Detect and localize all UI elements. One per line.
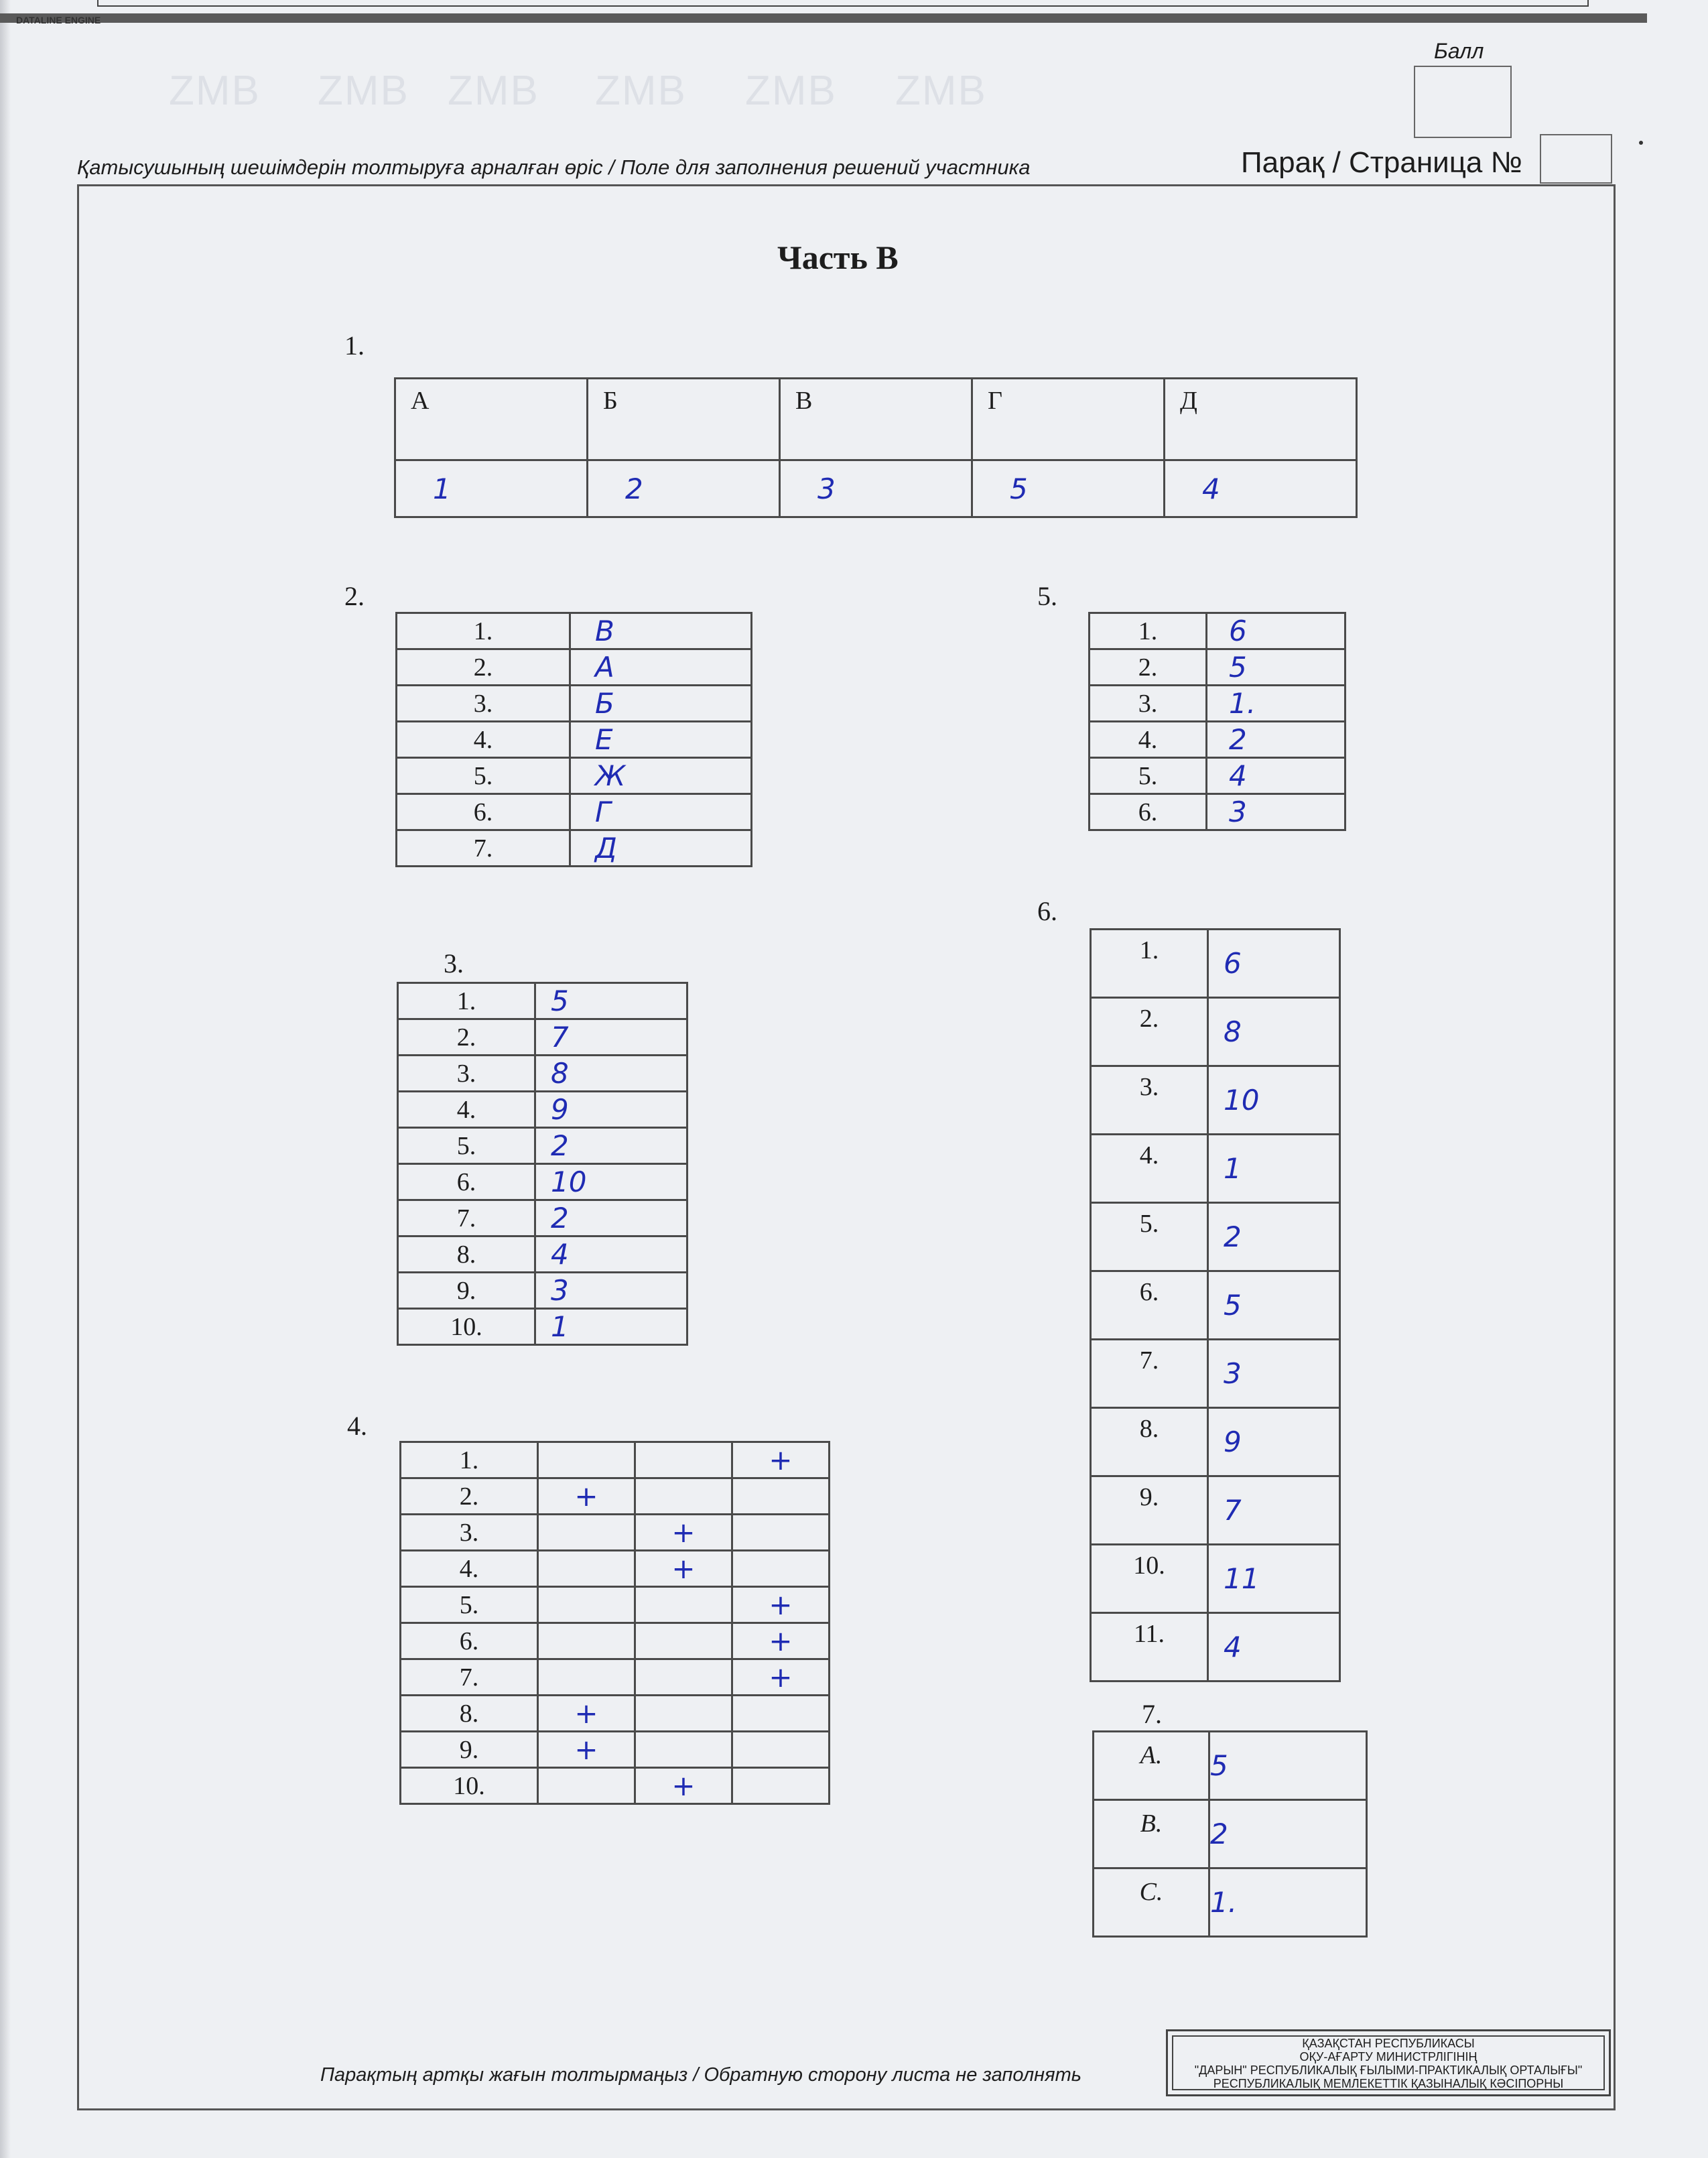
q6-row (1091, 930, 1340, 998)
q4-mark: + (574, 1733, 598, 1766)
q5-item-number: 4. (1090, 722, 1207, 758)
q6-answer-cell (1208, 1476, 1340, 1545)
q3-answer: 2 (551, 1129, 569, 1162)
q5-item-number: 5. (1090, 758, 1207, 794)
q5-answer-cell (1207, 722, 1345, 758)
watermark: ZMB (895, 68, 987, 114)
q3-answer: 2 (551, 1202, 569, 1234)
q2-row (397, 830, 752, 867)
q3-answer: 10 (551, 1165, 587, 1198)
q4-mark-cell (732, 1659, 830, 1696)
q6-row (1091, 1203, 1340, 1271)
q5-row (1090, 649, 1345, 686)
q5-answer-cell (1207, 613, 1345, 649)
q3-answer-cell (535, 1019, 687, 1056)
q4-mark-cell (635, 1442, 732, 1478)
q6-answer: 6 (1224, 947, 1242, 980)
q1-answer: 1 (433, 472, 451, 505)
q4-row (401, 1587, 830, 1623)
footer-note: Парақтың артқы жағын толтырмаңыз / Обратную сторону листа не заполнять (320, 2064, 1082, 2086)
q6-table (1090, 928, 1341, 1682)
q3-row (398, 1200, 687, 1236)
q4-mark-cell (538, 1768, 635, 1804)
q7-answer-cell (1209, 1800, 1367, 1868)
q3-answer: 5 (551, 985, 569, 1017)
q5-answer: 3 (1229, 796, 1247, 828)
q3-row (398, 1019, 687, 1056)
q3-row (398, 1309, 687, 1345)
q6-row (1091, 1613, 1340, 1681)
q3-answer-cell (535, 1128, 687, 1164)
question-number: 3. (444, 948, 464, 978)
q2-answer: Ж (595, 759, 626, 792)
q2-row (397, 722, 752, 758)
q3-answer: 1 (551, 1310, 569, 1343)
q2-item-number: 3. (397, 686, 570, 722)
q2-answer: Б (595, 687, 614, 720)
q3-answer-cell (535, 1309, 687, 1345)
q5-answer: 4 (1229, 759, 1247, 792)
score-label: Балл (1434, 39, 1484, 63)
q2-row (397, 649, 752, 686)
q4-mark: + (671, 1516, 696, 1549)
q4-mark-cell (732, 1551, 830, 1587)
q4-mark-cell (635, 1768, 732, 1804)
q4-item-number: 10. (401, 1768, 538, 1804)
q4-mark-cell (635, 1732, 732, 1768)
q7-answer-cell (1209, 1732, 1367, 1800)
q4-row (401, 1768, 830, 1804)
q2-item-number: 7. (397, 830, 570, 867)
q5-row (1090, 758, 1345, 794)
q5-row (1090, 613, 1345, 649)
q2-row (397, 758, 752, 794)
question-number: 2. (344, 581, 365, 611)
q2-answer-cell (570, 758, 752, 794)
q2-answer: Г (595, 796, 611, 828)
q6-answer: 1 (1224, 1152, 1242, 1185)
q4-row (401, 1551, 830, 1587)
q6-answer: 2 (1224, 1220, 1242, 1253)
q3-answer: 4 (551, 1238, 569, 1271)
q4-mark-cell (732, 1442, 830, 1478)
q1-answer-cell (972, 460, 1165, 517)
q4-row (401, 1732, 830, 1768)
q4-mark-cell (635, 1551, 732, 1587)
q5-answer-cell (1207, 794, 1345, 830)
watermark: ZMB (745, 68, 837, 114)
q6-answer-cell (1208, 1271, 1340, 1340)
watermark: ZMB (595, 68, 687, 114)
q3-answer: 8 (551, 1057, 569, 1090)
q1-answer-cell (588, 460, 780, 517)
q4-mark-cell (635, 1659, 732, 1696)
q5-answer: 6 (1229, 615, 1247, 647)
q5-answer: 2 (1229, 723, 1247, 756)
q3-item-number: 1. (398, 983, 535, 1019)
scan-dot (1639, 141, 1643, 145)
q6-item-number: 1. (1091, 930, 1208, 998)
q7-row (1094, 1800, 1367, 1868)
q4-mark-cell (538, 1732, 635, 1768)
q2-answer-cell (570, 649, 752, 686)
q3-answer-cell (535, 1236, 687, 1273)
q4-mark-cell (538, 1659, 635, 1696)
question-number: 6. (1037, 896, 1057, 926)
q4-row (401, 1623, 830, 1659)
q2-answer-cell (570, 686, 752, 722)
q6-answer-cell (1208, 1340, 1340, 1408)
q6-answer: 3 (1224, 1357, 1242, 1390)
q1-answer: 3 (817, 472, 836, 505)
question-number: 7. (1142, 1699, 1162, 1729)
q6-answer-cell (1208, 1545, 1340, 1613)
q2-row (397, 686, 752, 722)
q6-row (1091, 998, 1340, 1066)
q4-mark-cell (538, 1515, 635, 1551)
q6-row (1091, 1476, 1340, 1545)
q1-header: В (780, 379, 972, 460)
q4-row (401, 1515, 830, 1551)
q2-table (395, 612, 752, 867)
q2-answer: Е (595, 723, 613, 756)
q3-table (397, 982, 688, 1346)
q2-item-number: 1. (397, 613, 570, 649)
q7-row (1094, 1868, 1367, 1937)
q6-answer-cell (1208, 1135, 1340, 1203)
part-title: Часть B (777, 239, 899, 276)
q1-answer: 2 (625, 472, 643, 505)
q7-answer-cell (1209, 1868, 1367, 1937)
q4-mark-cell (732, 1732, 830, 1768)
q4-mark-cell (732, 1587, 830, 1623)
q3-item-number: 10. (398, 1309, 535, 1345)
q5-row (1090, 722, 1345, 758)
field-label: Қатысушының шешімдерін толтыруға арналған өріс / Поле для заполнения решений участника (77, 155, 1031, 179)
q6-item-number: 3. (1091, 1066, 1208, 1135)
question-number: 4. (347, 1411, 367, 1441)
watermark: ZMB (169, 68, 261, 114)
q4-item-number: 3. (401, 1515, 538, 1551)
scan-edge (0, 0, 11, 2158)
q3-item-number: 5. (398, 1128, 535, 1164)
q6-item-number: 4. (1091, 1135, 1208, 1203)
q4-item-number: 4. (401, 1551, 538, 1587)
q4-mark: + (769, 1444, 793, 1476)
q6-answer: 5 (1224, 1289, 1242, 1322)
engine-label: DATALINE ENGINE (16, 15, 101, 25)
q4-mark-cell (538, 1551, 635, 1587)
q3-answer-cell (535, 1164, 687, 1200)
q6-item-number: 8. (1091, 1408, 1208, 1476)
q4-item-number: 8. (401, 1696, 538, 1732)
q6-item-number: 9. (1091, 1476, 1208, 1545)
q6-item-number: 10. (1091, 1545, 1208, 1613)
q4-table (399, 1441, 830, 1805)
q6-answer-cell (1208, 1408, 1340, 1476)
q4-row (401, 1442, 830, 1478)
q6-answer-cell (1208, 1613, 1340, 1681)
q6-row (1091, 1066, 1340, 1135)
q7-table (1092, 1730, 1368, 1938)
q6-row (1091, 1340, 1340, 1408)
q4-item-number: 1. (401, 1442, 538, 1478)
q3-answer: 7 (551, 1021, 569, 1054)
q4-mark: + (574, 1697, 598, 1730)
q4-row (401, 1696, 830, 1732)
q5-item-number: 6. (1090, 794, 1207, 830)
q4-mark-cell (538, 1442, 635, 1478)
q1-answer: 5 (1010, 472, 1028, 505)
q6-answer-cell (1208, 930, 1340, 998)
q7-item-number: C. (1094, 1868, 1209, 1937)
q3-item-number: 3. (398, 1056, 535, 1092)
q3-row (398, 1056, 687, 1092)
page-number-box (1540, 134, 1612, 184)
q1-answer: 4 (1202, 472, 1220, 505)
q5-row (1090, 686, 1345, 722)
q5-answer-cell (1207, 649, 1345, 686)
q3-row (398, 1128, 687, 1164)
q6-item-number: 7. (1091, 1340, 1208, 1408)
q6-answer: 9 (1224, 1425, 1242, 1458)
q6-item-number: 2. (1091, 998, 1208, 1066)
organization-stamp (1166, 2029, 1611, 2096)
q3-row (398, 1164, 687, 1200)
q4-mark-cell (538, 1478, 635, 1515)
q4-mark-cell (732, 1515, 830, 1551)
q3-item-number: 4. (398, 1092, 535, 1128)
q3-item-number: 8. (398, 1236, 535, 1273)
q6-answer-cell (1208, 998, 1340, 1066)
q2-item-number: 5. (397, 758, 570, 794)
q6-row (1091, 1135, 1340, 1203)
q2-answer: Д (595, 832, 617, 865)
q6-answer: 4 (1224, 1631, 1242, 1663)
watermark: ZMB (448, 68, 539, 114)
q1-answer-cell (780, 460, 972, 517)
q6-answer: 7 (1224, 1494, 1242, 1527)
q7-row (1094, 1732, 1367, 1800)
q3-answer-cell (535, 1092, 687, 1128)
q7-answer: 5 (1210, 1749, 1228, 1782)
stamp-line: РЕСПУБЛИКАЛЫҚ МЕМЛЕКЕТТІК ҚАЗЫНАЛЫҚ КӘСІПОРНЫ (1213, 2077, 1564, 2090)
q3-row (398, 983, 687, 1019)
q2-answer-cell (570, 794, 752, 830)
q7-answer: 1. (1210, 1886, 1238, 1919)
q4-mark-cell (732, 1768, 830, 1804)
q2-answer-cell (570, 613, 752, 649)
q2-row (397, 613, 752, 649)
stamp-inner-border (1172, 2035, 1605, 2090)
q3-item-number: 2. (398, 1019, 535, 1056)
q6-answer: 11 (1224, 1562, 1260, 1595)
q4-mark: + (769, 1661, 793, 1694)
score-box (1414, 66, 1512, 138)
q4-row (401, 1478, 830, 1515)
q2-row (397, 794, 752, 830)
q6-row (1091, 1545, 1340, 1613)
q6-answer-cell (1208, 1203, 1340, 1271)
q3-answer: 3 (551, 1274, 569, 1307)
q2-answer: В (595, 615, 614, 647)
q3-answer: 9 (551, 1093, 569, 1126)
q3-row (398, 1092, 687, 1128)
stamp-line: ҚАЗАҚСТАН РЕСПУБЛИКАСЫ (1302, 2037, 1475, 2050)
q6-row (1091, 1408, 1340, 1476)
q4-mark-cell (635, 1696, 732, 1732)
q5-item-number: 3. (1090, 686, 1207, 722)
top-bar (0, 13, 1647, 23)
question-number: 1. (344, 330, 365, 361)
q1-answer-cell (395, 460, 588, 517)
q2-answer-cell (570, 830, 752, 867)
q1-header: Г (972, 379, 1165, 460)
q3-row (398, 1273, 687, 1309)
q6-row (1091, 1271, 1340, 1340)
q4-mark-cell (732, 1696, 830, 1732)
q3-answer-cell (535, 1200, 687, 1236)
q5-table (1088, 612, 1346, 831)
q4-mark: + (574, 1480, 598, 1513)
q2-item-number: 6. (397, 794, 570, 830)
stamp-line: ОҚУ-АҒАРТУ МИНИСТРЛІГІНІҢ (1299, 2050, 1477, 2064)
q3-answer-cell (535, 983, 687, 1019)
q4-mark-cell (732, 1478, 830, 1515)
q1-header: Б (588, 379, 780, 460)
q1-table (394, 377, 1358, 518)
q5-answer-cell (1207, 758, 1345, 794)
q6-answer: 10 (1224, 1084, 1260, 1117)
q4-mark-cell (538, 1623, 635, 1659)
q6-item-number: 5. (1091, 1203, 1208, 1271)
q3-item-number: 7. (398, 1200, 535, 1236)
q5-row (1090, 794, 1345, 830)
q5-answer: 5 (1229, 651, 1247, 684)
q3-item-number: 6. (398, 1164, 535, 1200)
q4-mark: + (671, 1769, 696, 1802)
q3-item-number: 9. (398, 1273, 535, 1309)
q3-answer-cell (535, 1273, 687, 1309)
q4-mark-cell (635, 1623, 732, 1659)
q2-answer-cell (570, 722, 752, 758)
q4-mark-cell (538, 1587, 635, 1623)
q4-mark: + (769, 1588, 793, 1621)
q7-item-number: B. (1094, 1800, 1209, 1868)
q2-answer: А (595, 651, 614, 684)
q2-item-number: 4. (397, 722, 570, 758)
q4-mark: + (769, 1625, 793, 1657)
q4-mark-cell (538, 1696, 635, 1732)
q5-answer-cell (1207, 686, 1345, 722)
q4-item-number: 2. (401, 1478, 538, 1515)
page-number-label: Парақ / Страница № (1241, 146, 1522, 179)
q6-item-number: 11. (1091, 1613, 1208, 1681)
q4-mark-cell (635, 1587, 732, 1623)
q1-header: Д (1165, 379, 1357, 460)
q5-answer: 1. (1229, 687, 1256, 720)
q7-answer: 2 (1210, 1818, 1228, 1850)
q4-row (401, 1659, 830, 1696)
q7-item-number: A. (1094, 1732, 1209, 1800)
q4-mark-cell (635, 1515, 732, 1551)
q3-answer-cell (535, 1056, 687, 1092)
q4-mark: + (671, 1552, 696, 1585)
question-number: 5. (1037, 581, 1057, 611)
stamp-line: "ДАРЫН" РЕСПУБЛИКАЛЫҚ ҒЫЛЫМИ-ПРАКТИКАЛЫҚ ОРТАЛЫҒЫ" (1194, 2064, 1583, 2077)
q2-item-number: 2. (397, 649, 570, 686)
q4-item-number: 7. (401, 1659, 538, 1696)
q4-item-number: 9. (401, 1732, 538, 1768)
q3-row (398, 1236, 687, 1273)
q6-item-number: 6. (1091, 1271, 1208, 1340)
q4-item-number: 6. (401, 1623, 538, 1659)
q4-mark-cell (635, 1478, 732, 1515)
q5-item-number: 2. (1090, 649, 1207, 686)
q1-header: А (395, 379, 588, 460)
q4-mark-cell (732, 1623, 830, 1659)
q4-item-number: 5. (401, 1587, 538, 1623)
watermark: ZMB (318, 68, 409, 114)
q6-answer: 8 (1224, 1015, 1242, 1048)
q1-answer-cell (1165, 460, 1357, 517)
q5-item-number: 1. (1090, 613, 1207, 649)
q6-answer-cell (1208, 1066, 1340, 1135)
top-frame (97, 0, 1589, 7)
